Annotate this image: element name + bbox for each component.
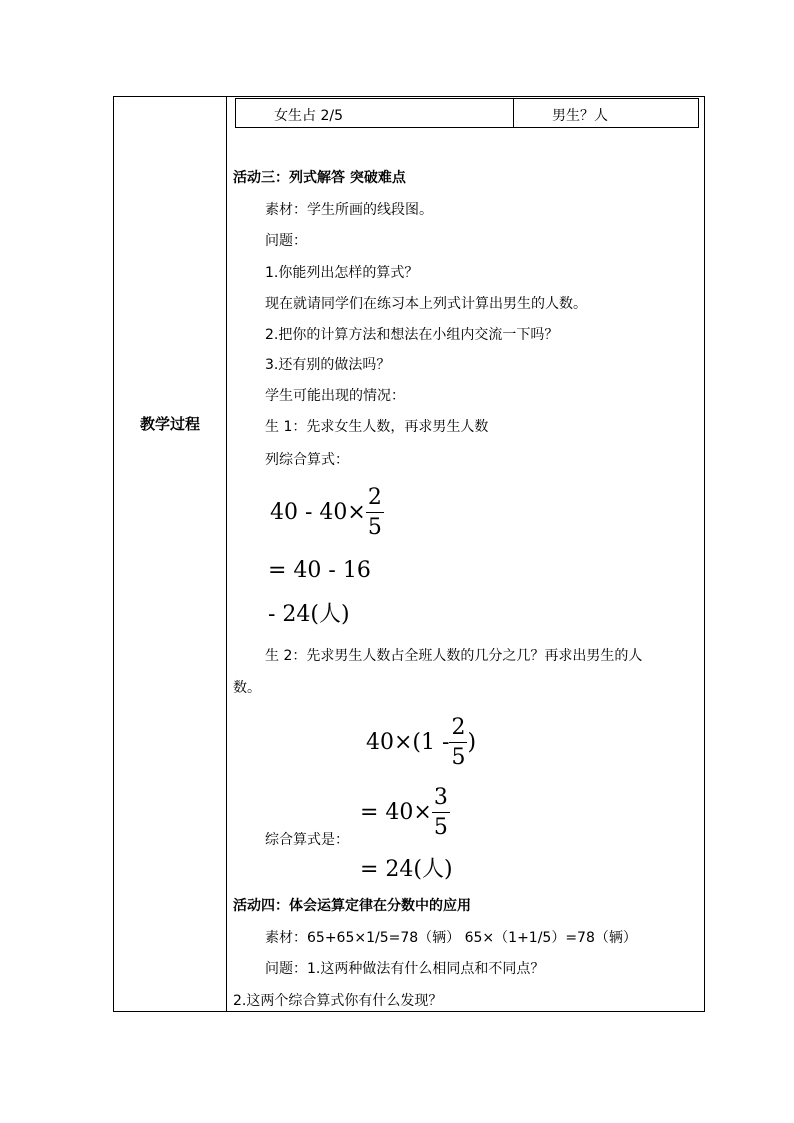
activity3-q1: 1.你能列出怎样的算式？ xyxy=(265,265,419,281)
activity4-q2: 2.这两个综合算式你有什么发现？ xyxy=(233,993,443,1009)
activity4-title: 活动四：体会运算定律在分数中的应用 xyxy=(233,898,471,914)
column-divider xyxy=(226,97,227,1011)
boys-cell: 男生？人 xyxy=(552,108,608,124)
math2-label: 综合算式是： xyxy=(265,832,349,848)
activity3-material: 素材：学生所画的线段图。 xyxy=(265,202,433,218)
math2-fraction2 xyxy=(432,787,450,839)
math1-frac-den: 5 xyxy=(367,515,382,540)
line-diagram-table xyxy=(235,98,699,128)
activity3-s2-line2: 数。 xyxy=(233,680,261,696)
activity3-q1-note: 现在就请同学们在练习本上列式计算出男生的人数。 xyxy=(265,296,587,312)
math1-expression: 40 - 40× xyxy=(270,500,366,525)
activity3-title: 活动三：列式解答 突破难点 xyxy=(233,170,406,186)
math2-frac1-num: 2 xyxy=(449,717,467,743)
activity3-q2: 2.把你的计算方法和想法在小组内交流一下吗？ xyxy=(265,327,559,343)
math2-expression-a: 40×(1 - xyxy=(366,730,450,755)
math2-expression-b: ) xyxy=(467,730,477,755)
math2-frac1-den: 5 xyxy=(451,745,466,770)
math2-line1 xyxy=(366,717,476,769)
math2-expression-c: = 40× xyxy=(360,800,432,825)
activity3-s2-line1: 生 2：先求男生人数占全班人数的几分之几？再求出男生的人 xyxy=(265,648,643,664)
math2-frac2-num: 3 xyxy=(432,787,450,813)
activity3-q3: 3.还有别的做法吗？ xyxy=(265,357,391,373)
math1-line1 xyxy=(270,487,384,539)
activity3-s1: 生 1：先求女生人数，再求男生人数 xyxy=(265,419,489,435)
math2-fraction1 xyxy=(449,717,467,769)
activity4-q1: 问题：1.这两种做法有什么相同点和不同点？ xyxy=(265,961,545,977)
inner-divider xyxy=(513,99,514,127)
math2-line2 xyxy=(360,787,450,839)
section-label: 教学过程 xyxy=(139,415,200,433)
math1-line2: = 40 - 16 xyxy=(268,558,371,583)
activity3-formula-label: 列综合算式： xyxy=(265,452,349,468)
girls-cell: 女生占 2/5 xyxy=(274,108,343,124)
math1-fraction xyxy=(366,487,384,539)
activity3-situations: 学生可能出现的情况： xyxy=(265,388,405,404)
activity3-question: 问题： xyxy=(265,233,307,249)
math2-line3: = 24(人) xyxy=(360,857,453,882)
math2-frac2-den: 5 xyxy=(433,815,448,840)
activity4-material: 素材：65+65×1/5=78（辆） 65×（1+1/5）=78（辆） xyxy=(265,930,637,946)
math1-line3: - 24(人) xyxy=(268,602,350,627)
math1-frac-num: 2 xyxy=(366,487,384,513)
